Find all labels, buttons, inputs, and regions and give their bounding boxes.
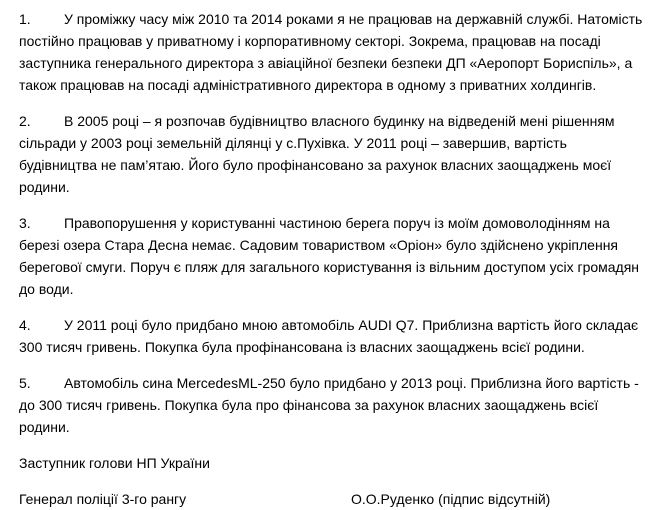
paragraph-number: 1. [19,11,31,27]
numbered-paragraph-3 [19,212,648,300]
paragraph-text: У проміжку часу між 2010 та 2014 роками я не працював на державній службі. Натомість постійно працював у приватному і корпоративному секторі. Зокрема, працював на посаді заступника генерального директора з авіаційної безпеки безпеки ДП «Аеропорт Бориспіль», а також працював на посаді адміністративного директора в одному з приватних холдингів. [19,11,643,93]
paragraph-number: 2. [19,113,31,129]
paragraph-number: 4. [19,317,31,333]
paragraph-text: Автомобіль сина MercedesML-250 було придбано у 2013 році. Приблизна його вартість - до 300 тисяч гривень. Покупка була про фінансова за рахунок власних заощаджень всієї родини. [19,375,639,435]
paragraph-text: Правопорушення у користуванні частиною берега поруч із моїм домоволодінням на березі озера Стара Десна немає. Садовим товариством «Оріон» було здійснено укріплення берегової смуги. Поруч є пляж для загального користування із вільним доступом усіх громадян до води. [19,215,640,297]
paragraph-text: В 2005 році – я розпочав будівництво власного будинку на відведеній мені рішенням сільради у 2003 році земельній ділянці у с.Пухівка. У 2011 році – завершив, вартість будівництва не пам’ятаю. Його було профінансовано за рахунок власних заощаджень моєї родини. [19,113,615,195]
signatory-position: Заступник голови НП України [19,455,210,471]
numbered-paragraph-1 [19,8,648,96]
signatory-rank: Генерал поліції 3-го рангу [19,491,187,507]
numbered-paragraph-4 [19,314,648,358]
paragraph-number: 5. [19,375,31,391]
numbered-paragraph-5 [19,372,648,438]
signature-line [19,488,648,510]
paragraph-number: 3. [19,215,31,231]
signatory-name: О.О.Руденко (підпис відсутній) [351,491,551,507]
numbered-paragraph-2 [19,110,648,198]
paragraph-text: У 2011 році було придбано мною автомобіль AUDI Q7. Приблизна вартість його складає 300 тисяч гривень. Покупка була профінансована із власних заощаджень всієї родини. [19,317,639,355]
